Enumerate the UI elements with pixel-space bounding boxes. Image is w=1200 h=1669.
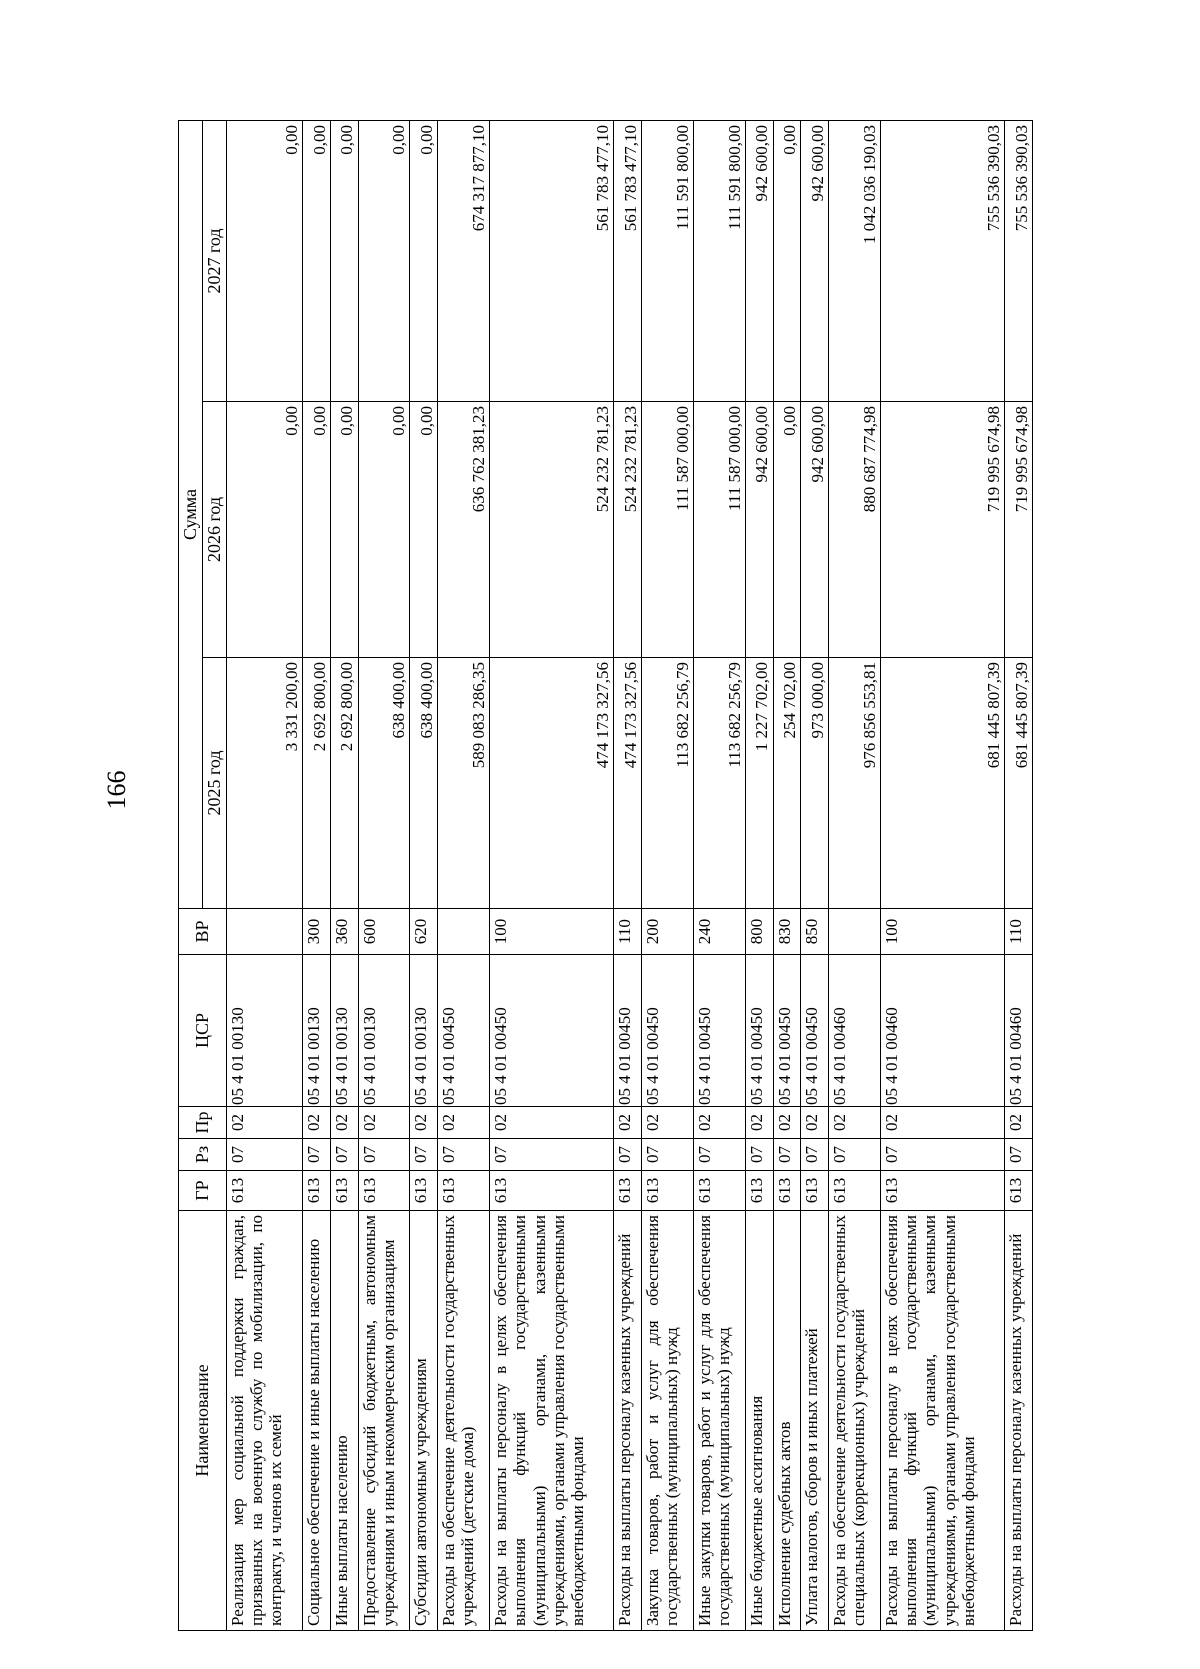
cell-gr: 613 bbox=[693, 1171, 745, 1211]
cell-pr: 02 bbox=[490, 1107, 614, 1139]
cell-2026: 111 587 000,00 bbox=[693, 402, 745, 658]
cell-vr: 100 bbox=[881, 909, 1005, 955]
cell-csr: 05 4 01 00450 bbox=[438, 955, 490, 1107]
cell-2027: 1 042 036 190,03 bbox=[829, 120, 881, 401]
cell-vr bbox=[227, 909, 303, 955]
cell-gr: 613 bbox=[302, 1171, 330, 1211]
cell-csr: 05 4 01 00460 bbox=[1005, 955, 1033, 1107]
cell-csr: 05 4 01 00450 bbox=[614, 955, 642, 1107]
cell-pr: 02 bbox=[614, 1107, 642, 1139]
cell-vr: 240 bbox=[693, 909, 745, 955]
cell-gr: 613 bbox=[773, 1171, 801, 1211]
cell-pr: 02 bbox=[801, 1107, 829, 1139]
cell-csr: 05 4 01 00450 bbox=[641, 955, 693, 1107]
cell-name: Социальное обеспечение и иные выплаты населению bbox=[302, 1211, 330, 1631]
cell-2027: 561 783 477,10 bbox=[490, 120, 614, 401]
cell-gr: 613 bbox=[1005, 1171, 1033, 1211]
table-row bbox=[410, 120, 438, 1630]
header-gr: ГР bbox=[179, 1171, 227, 1211]
table-row bbox=[745, 120, 773, 1630]
cell-csr: 05 4 01 00460 bbox=[829, 955, 881, 1107]
cell-rz: 07 bbox=[641, 1139, 693, 1171]
cell-name: Предоставление субсидий бюджетным, автономным учреждениям и иным некоммерческим организациям bbox=[358, 1211, 410, 1631]
cell-rz: 07 bbox=[1005, 1139, 1033, 1171]
cell-name: Реализация мер социальной поддержки граждан, призванных на военную службу по мобилизации, по контракту, и членов их семей bbox=[227, 1211, 303, 1631]
cell-rz: 07 bbox=[745, 1139, 773, 1171]
cell-2025: 254 702,00 bbox=[773, 658, 801, 909]
cell-csr: 05 4 01 00130 bbox=[330, 955, 358, 1107]
cell-rz: 07 bbox=[801, 1139, 829, 1171]
table-row bbox=[1005, 120, 1033, 1630]
cell-2026: 880 687 774,98 bbox=[829, 402, 881, 658]
cell-gr: 613 bbox=[614, 1171, 642, 1211]
cell-pr: 02 bbox=[330, 1107, 358, 1139]
cell-name: Иные бюджетные ассигнования bbox=[745, 1211, 773, 1631]
cell-2027: 0,00 bbox=[302, 120, 330, 401]
cell-2025: 2 692 800,00 bbox=[330, 658, 358, 909]
cell-vr: 200 bbox=[641, 909, 693, 955]
cell-gr: 613 bbox=[881, 1171, 1005, 1211]
cell-2025: 474 173 327,56 bbox=[490, 658, 614, 909]
cell-2025: 113 682 256,79 bbox=[641, 658, 693, 909]
table-row bbox=[490, 120, 614, 1630]
table-header bbox=[179, 120, 227, 1630]
cell-pr: 02 bbox=[641, 1107, 693, 1139]
header-pr: Пр bbox=[179, 1107, 227, 1139]
cell-pr: 02 bbox=[881, 1107, 1005, 1139]
table-row bbox=[227, 120, 303, 1630]
cell-2026: 719 995 674,98 bbox=[881, 402, 1005, 658]
cell-2025: 681 445 807,39 bbox=[1005, 658, 1033, 909]
cell-rz: 07 bbox=[614, 1139, 642, 1171]
cell-2025: 113 682 256,79 bbox=[693, 658, 745, 909]
cell-2026: 0,00 bbox=[773, 402, 801, 658]
cell-rz: 07 bbox=[693, 1139, 745, 1171]
cell-csr: 05 4 01 00450 bbox=[773, 955, 801, 1107]
cell-name: Уплата налогов, сборов и иных платежей bbox=[801, 1211, 829, 1631]
cell-2027: 942 600,00 bbox=[801, 120, 829, 401]
cell-2026: 942 600,00 bbox=[801, 402, 829, 658]
table-row bbox=[302, 120, 330, 1630]
cell-2027: 0,00 bbox=[773, 120, 801, 401]
cell-rz: 07 bbox=[438, 1139, 490, 1171]
cell-2027: 111 591 800,00 bbox=[641, 120, 693, 401]
cell-rz: 07 bbox=[773, 1139, 801, 1171]
cell-name: Расходы на выплаты персоналу казенных учреждений bbox=[614, 1211, 642, 1631]
cell-rz: 07 bbox=[881, 1139, 1005, 1171]
cell-2027: 674 317 877,10 bbox=[438, 120, 490, 401]
cell-gr: 613 bbox=[745, 1171, 773, 1211]
cell-2027: 111 591 800,00 bbox=[693, 120, 745, 401]
table-row bbox=[330, 120, 358, 1630]
cell-rz: 07 bbox=[227, 1139, 303, 1171]
cell-vr bbox=[829, 909, 881, 955]
cell-2025: 1 227 702,00 bbox=[745, 658, 773, 909]
table-row bbox=[829, 120, 881, 1630]
table-body bbox=[227, 120, 1033, 1630]
table-row bbox=[358, 120, 410, 1630]
table-row bbox=[438, 120, 490, 1630]
cell-vr: 360 bbox=[330, 909, 358, 955]
table-row bbox=[693, 120, 745, 1630]
cell-2025: 973 000,00 bbox=[801, 658, 829, 909]
cell-gr: 613 bbox=[641, 1171, 693, 1211]
cell-name: Расходы на выплаты персоналу в целях обеспечения выполнения функций государственными (муниципальными) органами, казенными учреждениями, органами управления государственными внебюджетными фондами bbox=[881, 1211, 1005, 1631]
cell-csr: 05 4 01 00460 bbox=[881, 955, 1005, 1107]
cell-pr: 02 bbox=[227, 1107, 303, 1139]
cell-2025: 2 692 800,00 bbox=[302, 658, 330, 909]
cell-csr: 05 4 01 00450 bbox=[745, 955, 773, 1107]
cell-pr: 02 bbox=[438, 1107, 490, 1139]
cell-gr: 613 bbox=[829, 1171, 881, 1211]
cell-name: Расходы на обеспечение деятельности государственных учреждений (детские дома) bbox=[438, 1211, 490, 1631]
cell-rz: 07 bbox=[358, 1139, 410, 1171]
cell-name: Исполнение судебных актов bbox=[773, 1211, 801, 1631]
cell-2027: 561 783 477,10 bbox=[614, 120, 642, 401]
cell-rz: 07 bbox=[829, 1139, 881, 1171]
cell-pr: 02 bbox=[1005, 1107, 1033, 1139]
cell-pr: 02 bbox=[410, 1107, 438, 1139]
budget-table-container bbox=[178, 121, 1033, 1631]
cell-gr: 613 bbox=[490, 1171, 614, 1211]
cell-vr bbox=[438, 909, 490, 955]
cell-2025: 681 445 807,39 bbox=[881, 658, 1005, 909]
cell-csr: 05 4 01 00450 bbox=[693, 955, 745, 1107]
cell-2025: 638 400,00 bbox=[358, 658, 410, 909]
cell-2026: 524 232 781,23 bbox=[614, 402, 642, 658]
header-sum: Сумма bbox=[179, 120, 203, 908]
cell-vr: 110 bbox=[614, 909, 642, 955]
cell-2027: 755 536 390,03 bbox=[1005, 120, 1033, 401]
cell-2027: 755 536 390,03 bbox=[881, 120, 1005, 401]
cell-name: Расходы на выплаты персоналу в целях обеспечения выполнения функций государственными (муниципальными) органами, казенными учреждениями, органами управления государственными внебюджетными фондами bbox=[490, 1211, 614, 1631]
cell-2026: 636 762 381,23 bbox=[438, 402, 490, 658]
cell-pr: 02 bbox=[693, 1107, 745, 1139]
cell-2027: 0,00 bbox=[227, 120, 303, 401]
cell-2027: 0,00 bbox=[330, 120, 358, 401]
cell-pr: 02 bbox=[829, 1107, 881, 1139]
cell-csr: 05 4 01 00130 bbox=[410, 955, 438, 1107]
cell-name: Субсидии автономным учреждениям bbox=[410, 1211, 438, 1631]
budget-table bbox=[178, 120, 1033, 1631]
cell-vr: 850 bbox=[801, 909, 829, 955]
table-row bbox=[801, 120, 829, 1630]
cell-name: Иные выплаты населению bbox=[330, 1211, 358, 1631]
cell-2027: 942 600,00 bbox=[745, 120, 773, 401]
header-name: Наименование bbox=[179, 1211, 227, 1631]
cell-rz: 07 bbox=[410, 1139, 438, 1171]
cell-2026: 0,00 bbox=[410, 402, 438, 658]
cell-2026: 942 600,00 bbox=[745, 402, 773, 658]
cell-name: Закупка товаров, работ и услуг для обеспечения государственных (муниципальных) нужд bbox=[641, 1211, 693, 1631]
cell-2026: 111 587 000,00 bbox=[641, 402, 693, 658]
cell-2026: 0,00 bbox=[358, 402, 410, 658]
cell-vr: 800 bbox=[745, 909, 773, 955]
cell-name: Иные закупки товаров, работ и услуг для обеспечения государственных (муниципальных) нужд bbox=[693, 1211, 745, 1631]
header-year-2025: 2025 год bbox=[203, 658, 227, 909]
cell-name: Расходы на обеспечение деятельности государственных специальных (коррекционных) учреждений bbox=[829, 1211, 881, 1631]
cell-2026: 0,00 bbox=[302, 402, 330, 658]
table-row bbox=[641, 120, 693, 1630]
table-row bbox=[881, 120, 1005, 1630]
cell-2025: 976 856 553,81 bbox=[829, 658, 881, 909]
cell-2025: 589 083 286,35 bbox=[438, 658, 490, 909]
cell-pr: 02 bbox=[358, 1107, 410, 1139]
cell-name: Расходы на выплаты персоналу казенных учреждений bbox=[1005, 1211, 1033, 1631]
cell-csr: 05 4 01 00130 bbox=[302, 955, 330, 1107]
cell-gr: 613 bbox=[438, 1171, 490, 1211]
cell-csr: 05 4 01 00450 bbox=[801, 955, 829, 1107]
cell-gr: 613 bbox=[358, 1171, 410, 1211]
cell-2025: 474 173 327,56 bbox=[614, 658, 642, 909]
table-row bbox=[773, 120, 801, 1630]
header-rz: Рз bbox=[179, 1139, 227, 1171]
header-csr: ЦСР bbox=[179, 955, 227, 1107]
cell-2026: 0,00 bbox=[227, 402, 303, 658]
cell-vr: 620 bbox=[410, 909, 438, 955]
cell-vr: 110 bbox=[1005, 909, 1033, 955]
cell-2025: 3 331 200,00 bbox=[227, 658, 303, 909]
table-row bbox=[614, 120, 642, 1630]
cell-vr: 830 bbox=[773, 909, 801, 955]
header-vr: ВР bbox=[179, 909, 227, 955]
header-year-2027: 2027 год bbox=[203, 120, 227, 401]
cell-rz: 07 bbox=[490, 1139, 614, 1171]
cell-pr: 02 bbox=[302, 1107, 330, 1139]
cell-rz: 07 bbox=[330, 1139, 358, 1171]
cell-vr: 300 bbox=[302, 909, 330, 955]
cell-csr: 05 4 01 00130 bbox=[227, 955, 303, 1107]
cell-2027: 0,00 bbox=[410, 120, 438, 401]
cell-vr: 100 bbox=[490, 909, 614, 955]
cell-gr: 613 bbox=[330, 1171, 358, 1211]
cell-csr: 05 4 01 00450 bbox=[490, 955, 614, 1107]
cell-2026: 524 232 781,23 bbox=[490, 402, 614, 658]
cell-gr: 613 bbox=[227, 1171, 303, 1211]
cell-pr: 02 bbox=[745, 1107, 773, 1139]
cell-gr: 613 bbox=[801, 1171, 829, 1211]
cell-2026: 719 995 674,98 bbox=[1005, 402, 1033, 658]
cell-csr: 05 4 01 00130 bbox=[358, 955, 410, 1107]
cell-vr: 600 bbox=[358, 909, 410, 955]
cell-gr: 613 bbox=[410, 1171, 438, 1211]
header-year-2026: 2026 год bbox=[203, 402, 227, 658]
cell-2025: 638 400,00 bbox=[410, 658, 438, 909]
cell-2026: 0,00 bbox=[330, 402, 358, 658]
cell-2027: 0,00 bbox=[358, 120, 410, 401]
cell-pr: 02 bbox=[773, 1107, 801, 1139]
page-number: 166 bbox=[102, 770, 131, 810]
cell-rz: 07 bbox=[302, 1139, 330, 1171]
